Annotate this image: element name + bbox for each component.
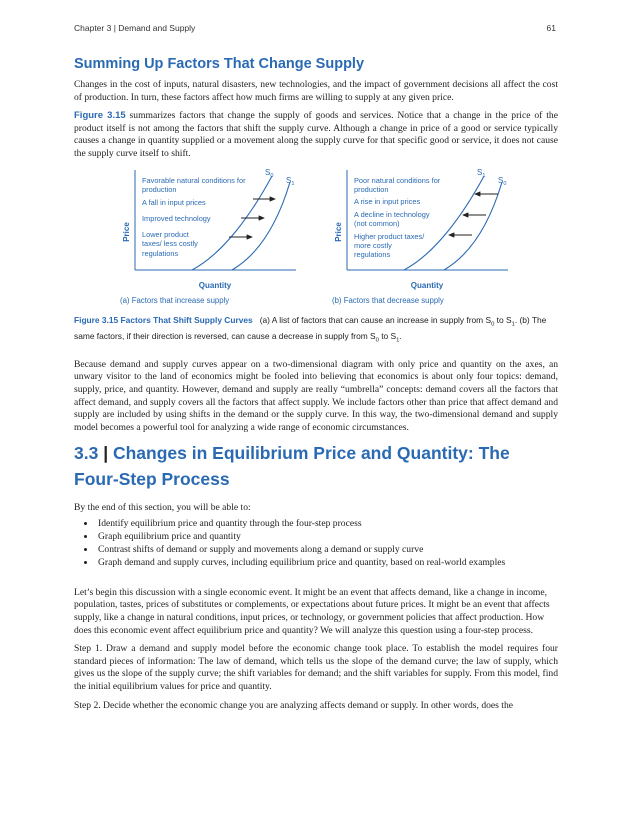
objective-item: • Identify equilibrium price and quantity through the four-step process [96,517,558,530]
figure-caption-label: Figure 3.15 Factors That Shift Supply Curves [74,314,253,325]
paragraph-1: Changes in the cost of inputs, natural disasters, new technologies, and the impact of government decisions all affect the cost of production. In turn, these factors affect how much firms are willing to supply at any given price. [74,79,558,103]
section-number: 3.3 [74,443,99,464]
panel-b-factors: Poor natural conditions for production A rise in input prices A decline in technology (not common) Higher product taxes/ more costly regulations [354,175,441,259]
panel-a-y-axis-label: Price [122,221,131,242]
panel-b-s1-label: $S_1$ [477,167,486,179]
objective-item: • Graph equilibrium price and quantity [96,530,558,543]
paragraph-2 [74,110,558,160]
figure-link[interactable]: Figure 3.15 [74,110,126,122]
panel-b-y-axis-label: Price [334,221,343,242]
panel-a-factors: Favorable natural conditions for production A fall in input prices Improved technology Lower product taxes/ less costly regulations [142,175,246,258]
panel-b [332,168,508,305]
section-3-3-title [74,440,558,492]
panel-a-curve-s0 [192,176,272,270]
section-title-text: Changes in Equilibrium Price and Quantity: The Four-Step Process [74,443,510,490]
panel-b-label: (b) Factors that decrease supply [332,295,444,305]
page-content [74,55,558,718]
panel-a-s0-label: $S_0$ [265,167,274,179]
supply-shift-diagrams [74,167,558,309]
paragraph-4: Let’s begin this discussion with a single economic event. It might be an event that affects demand, like a change in income, population, tastes, prices of substitutes or complements, or expectations about future prices. It might be an event that affects supply, like a change in natural conditions, input prices, or technology, or government policies that affect production. How does this economic event affect equilibrium price and quantity? We will analyze this question using a four-step process. [74,586,550,636]
panel-a-s1-label: $S_1$ [286,175,295,187]
panel-b-x-axis-label: Quantity [410,280,444,290]
section-heading: Summing Up Factors That Change Supply [74,56,365,72]
paragraph-5: Step 1. Draw a demand and supply model before the economic change took place. To establish the model requires four standard pieces of information: The law of demand, which tells us the slope of the demand curve; the law of supply, which gives us the slope of the supply curve; the shift variables for demand; and the shift variables for supply. From this model, find the initial equilibrium values for price and quantity. [74,643,558,693]
paragraph-3: Because demand and supply curves appear on a two-dimensional diagram with only price and quantity on the axes, an unwary visitor to the land of economics might be fooled into believing that economics is about only four topics: demand, supply, price, and quantity. However, demand and supply are really “umbrella” concepts: demand covers all the factors that affect demand, and supply covers all the factors that affect supply. We include factors other than price that affect demand and supply are included by using shifts in the demand or the supply curve. In this way, the two-dimensional demand and supply model becomes a powerful tool for analyzing a wide range of economic circumstances. [74,358,558,433]
page-number: 61 [546,23,556,33]
objective-item: • Graph demand and supply curves, including equilibrium price and quantity, based on real-world examples [96,556,558,569]
panel-a [120,168,296,305]
running-header-chapter: Chapter 3 | Demand and Supply [74,23,196,33]
objectives-intro: By the end of this section, you will be able to: [74,502,251,514]
panel-a-label: (a) Factors that increase supply [120,295,230,305]
learning-objectives [74,517,558,569]
paragraph-6: Step 2. Decide whether the economic change you are analyzing affects demand or supply. In other words, does the [74,699,514,711]
panel-b-curve-s1 [404,176,484,270]
paragraph-2-text: summarizes factors that change the supply of goods and services. Notice that a change in the price of the product itself is not among the factors that shift the supply curve. Although a change in price of a good or service typically causes a change in quantity supplied or a movement along the supply curve for that specific good or service, it does not cause the supply curve itself to shift. [74,110,558,159]
panel-a-x-axis-label: Quantity [198,280,232,290]
panel-b-s0-label: $S_0$ [498,175,507,187]
figure-3-15 [74,167,558,309]
figure-caption: Figure 3.15 Factors That Shift Supply Curves (a) A list of factors that can cause an increase in supply from $S_0$ to $S_1$. (b) The same factors, if their direction is reversed, can cause a decrease in supply from $S_0$ to $S_1$. [74,314,547,344]
objective-item: • Contrast shifts of demand or supply and movements along a demand or supply curve [96,543,558,556]
title-separator: | [103,443,109,464]
